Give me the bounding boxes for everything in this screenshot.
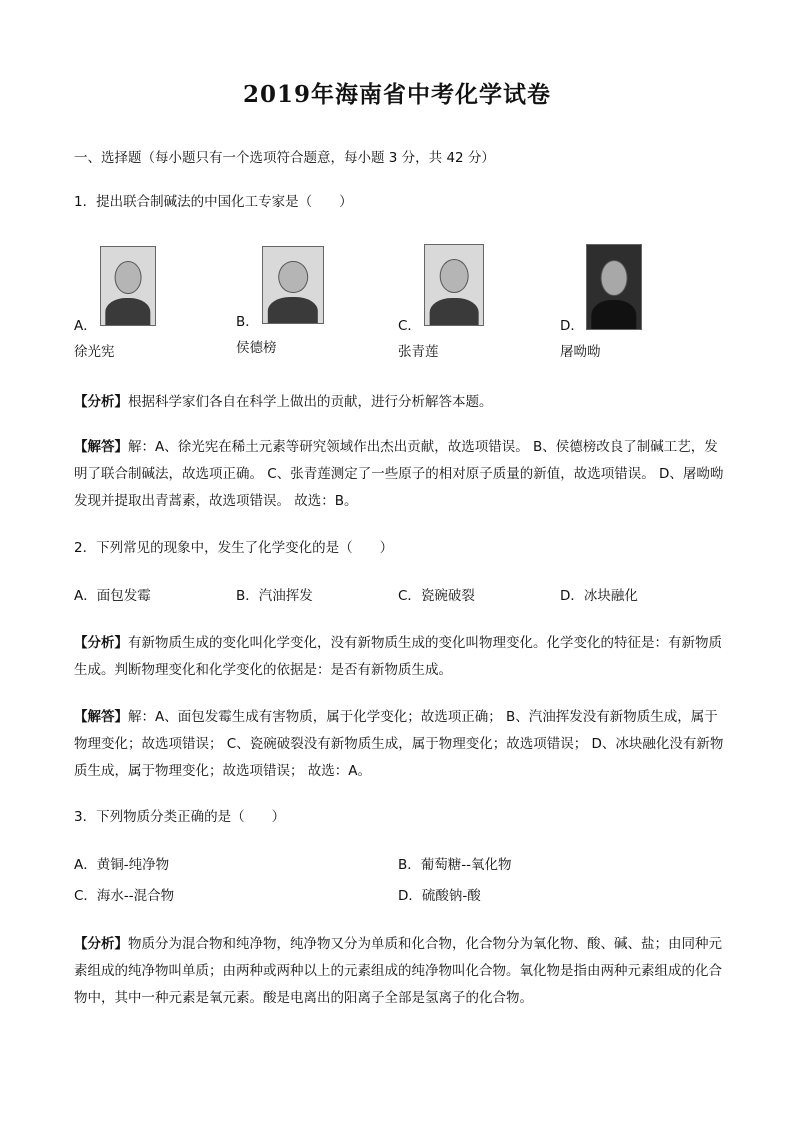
q1-option-d-letter: D．	[560, 318, 584, 334]
portrait-b-image	[262, 246, 324, 324]
analysis-text: 根据科学家们各自在科学上做出的贡献，进行分析解答本题。	[128, 394, 493, 410]
q3-option-b: B．葡萄糖--氧化物	[398, 857, 512, 873]
q1-option-c-letter: C．	[398, 318, 421, 334]
question-2-stem: 2．下列常见的现象中，发生了化学变化的是（ ）	[74, 540, 394, 556]
q2-option-a: A．面包发霉	[74, 588, 151, 604]
q1-option-d-name: 屠呦呦	[560, 344, 601, 360]
portrait-c-image	[424, 244, 484, 326]
q1-option-c-name: 张青莲	[398, 344, 439, 360]
analysis-tag: 【分析】	[74, 936, 128, 952]
q1-option-a-letter: A．	[74, 318, 97, 334]
q3-analysis	[74, 931, 724, 1012]
q1-analysis	[74, 389, 724, 416]
analysis-tag: 【分析】	[74, 394, 128, 410]
q3-option-c: C．海水--混合物	[74, 888, 175, 904]
q2-analysis	[74, 630, 724, 684]
page-title: 2019年海南省中考化学试卷	[242, 81, 551, 108]
analysis-tag: 【分析】	[74, 635, 128, 651]
analysis-text: 物质分为混合物和纯净物，纯净物又分为单质和化合物，化合物分为氧化物、酸、碱、盐；由同种元素组成的纯净物叫单质；由两种或两种以上的元素组成的纯净物叫化合物。氧化物是指由两种元素组成的化合物中，其中一种元素是氧元素。酸是电离出的阳离子全部是氢离子的化合物。	[74, 936, 722, 1006]
answer-tag: 【解答】	[74, 439, 128, 455]
analysis-text: 有新物质生成的变化叫化学变化，没有新物质生成的变化叫物理变化。化学变化的特征是：有新物质生成。判断物理变化和化学变化的依据是：是否有新物质生成。	[74, 635, 722, 678]
q3-option-a: A．黄铜-纯净物	[74, 857, 170, 873]
question-3-stem: 3．下列物质分类正确的是（ ）	[74, 809, 286, 825]
q2-option-b: B．汽油挥发	[236, 588, 313, 604]
portrait-a-image	[100, 246, 156, 326]
q2-option-d: D．冰块融化	[560, 588, 638, 604]
portrait-d-image	[586, 244, 642, 330]
answer-text: 解：A、面包发霉生成有害物质，属于化学变化；故选项正确； B、汽油挥发没有新物质生成，属于物理变化；故选项错误； C、瓷碗破裂没有新物质生成，属于物理变化；故选项错误； D、冰块融化没有新物质生成，属于物理变化；故选项错误； 故选：A。	[74, 709, 724, 779]
q1-option-b-name: 侯德榜	[236, 340, 277, 356]
answer-text: 解：A、徐光宪在稀土元素等研究领域作出杰出贡献，故选项错误。 B、侯德榜改良了制碱工艺，发明了联合制碱法，故选项正确。 C、张青莲测定了一些原子的相对原子质量的新值，故选项错误。 D、屠呦呦发现并提取出青蒿素，故选项错误。 故选：B。	[74, 439, 724, 509]
q1-option-a-name: 徐光宪	[74, 344, 115, 360]
q2-option-c: C．瓷碗破裂	[398, 588, 475, 604]
q2-answer	[74, 704, 724, 785]
answer-tag: 【解答】	[74, 709, 128, 725]
q1-option-b-letter: B．	[236, 314, 259, 330]
q3-option-d: D．硫酸钠-酸	[398, 888, 481, 904]
question-1-stem: 1．提出联合制碱法的中国化工专家是（ ）	[74, 194, 353, 210]
section-heading: 一、选择题（每小题只有一个选项符合题意，每小题 3 分，共 42 分）	[74, 150, 495, 166]
q1-answer	[74, 434, 724, 515]
